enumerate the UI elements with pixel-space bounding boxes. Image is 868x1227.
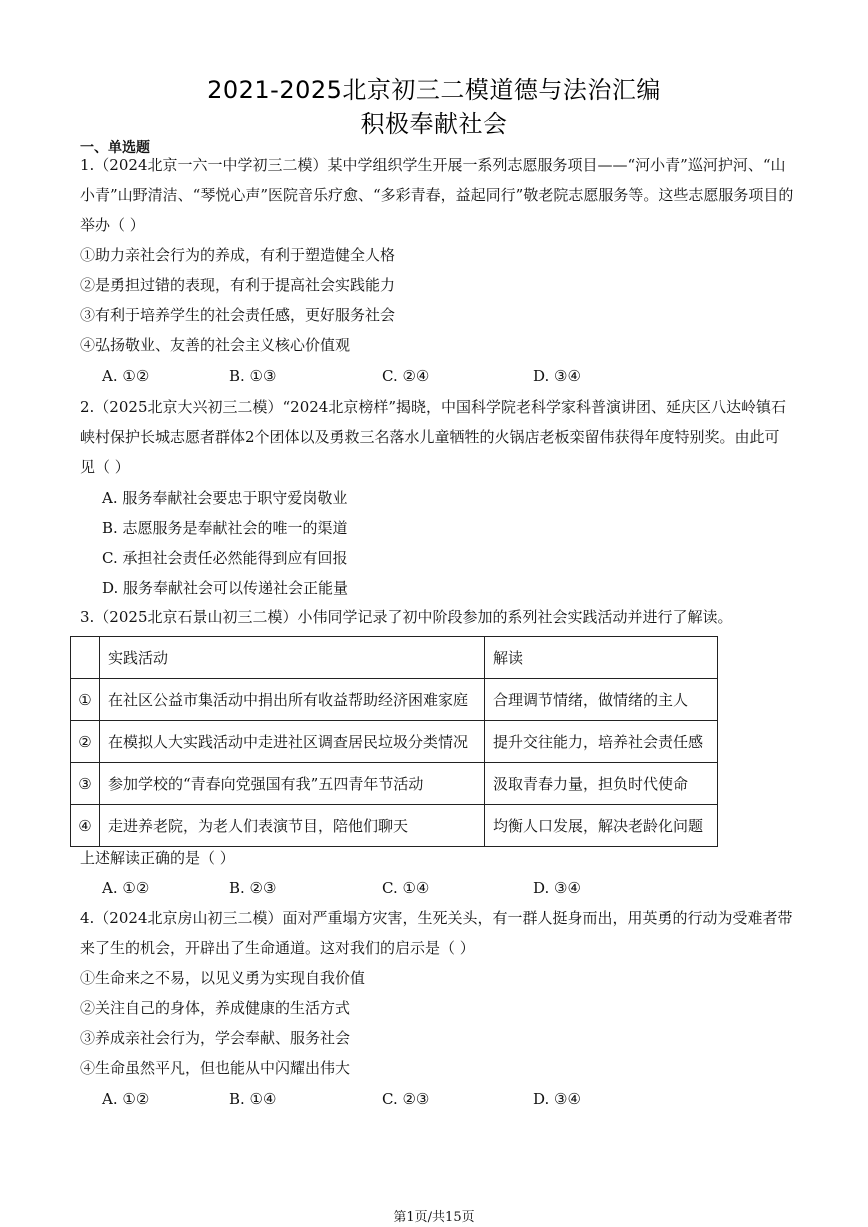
section-heading: 一、单选题 xyxy=(80,140,150,156)
q4-stem-line: 来了生的机会，开辟出了生命通道。这对我们的启示是（ ） xyxy=(80,939,475,957)
page-number: 第1页/共15页 xyxy=(393,1210,475,1225)
q1-statement: ②是勇担过错的表现，有利于提高社会实践能力 xyxy=(80,276,396,294)
document-subtitle: 积极奉献社会 xyxy=(360,110,508,138)
q4-option-b[interactable]: B. ①④ xyxy=(229,1090,277,1108)
q4-options xyxy=(102,1090,792,1110)
q4-option-c[interactable]: C. ②③ xyxy=(382,1090,430,1108)
q1-stem-line: 举办（ ） xyxy=(80,216,145,234)
q1-statement: ①助力亲社会行为的养成，有利于塑造健全人格 xyxy=(80,246,396,264)
table-cell: 在社区公益市集活动中捐出所有收益帮助经济困难家庭 xyxy=(100,679,485,721)
table-cell: ① xyxy=(71,679,100,721)
table-cell: 在模拟人大实践活动中走进社区调查居民垃圾分类情况 xyxy=(100,721,485,763)
table-cell: 合理调节情绪，做情绪的主人 xyxy=(485,679,718,721)
q3-stem-line: 3.（2025北京石景山初三二模）小伟同学记录了初中阶段参加的系列社会实践活动并进行了解读。 xyxy=(80,608,733,626)
q2-stem-line: 2.（2025北京大兴初三二模）“2024北京榜样”揭晓，中国科学院老科学家科普演讲团、延庆区八达岭镇石 xyxy=(80,398,787,416)
q4-statement: ③养成亲社会行为，学会奉献、服务社会 xyxy=(80,1029,351,1047)
table-cell: ④ xyxy=(71,805,100,847)
q1-option-b[interactable]: B. ①③ xyxy=(229,367,277,385)
table-cell: 参加学校的“青春向党强国有我”五四青年节活动 xyxy=(100,763,485,805)
q1-statement: ③有利于培养学生的社会责任感，更好服务社会 xyxy=(80,306,396,324)
table-cell: ② xyxy=(71,721,100,763)
q4-statement: ①生命来之不易，以见义勇为实现自我价值 xyxy=(80,969,366,987)
q4-statement: ④生命虽然平凡，但也能从中闪耀出伟大 xyxy=(80,1059,351,1077)
q3-option-d[interactable]: D. ③④ xyxy=(533,879,581,897)
table-row xyxy=(71,763,718,805)
q2-stem-line: 见（ ） xyxy=(80,458,130,476)
q3-activity-table xyxy=(70,636,718,847)
q1-statement: ④弘扬敬业、友善的社会主义核心价值观 xyxy=(80,336,351,354)
q4-option-d[interactable]: D. ③④ xyxy=(533,1090,581,1108)
table-header-row xyxy=(71,637,718,679)
q3-options xyxy=(102,879,792,899)
table-cell: 汲取青春力量，担负时代使命 xyxy=(485,763,718,805)
q1-stem-line: 小青”山野清洁、“琴悦心声”医院音乐疗愈、“多彩青春，益起同行”敬老院志愿服务等。这些志愿服务项目的 xyxy=(80,186,794,204)
q4-statement: ②关注自己的身体，养成健康的生活方式 xyxy=(80,999,351,1017)
q2-option-a[interactable]: A. 服务奉献社会要忠于职守爱岗敬业 xyxy=(102,489,348,507)
q2-stem-line: 峡村保护长城志愿者群体2个团体以及勇救三名落水儿童牺牲的火锅店老板栾留伟获得年度特别奖。由此可 xyxy=(80,428,780,446)
q3-prompt: 上述解读正确的是（ ） xyxy=(80,849,235,867)
q4-stem-line: 4.（2024北京房山初三二模）面对严重塌方灾害，生死关头，有一群人挺身而出，用英勇的行动为受难者带 xyxy=(80,909,793,927)
q3-option-c[interactable]: C. ①④ xyxy=(382,879,430,897)
table-header-cell: 实践活动 xyxy=(100,637,485,679)
q1-option-c[interactable]: C. ②④ xyxy=(382,367,430,385)
q1-stem-line: 1.（2024北京一六一中学初三二模）某中学组织学生开展一系列志愿服务项目——“河小青”巡河护河、“山 xyxy=(80,156,786,174)
table-cell: 走进养老院，为老人们表演节目，陪他们聊天 xyxy=(100,805,485,847)
table-cell: ③ xyxy=(71,763,100,805)
q2-option-c[interactable]: C. 承担社会责任必然能得到应有回报 xyxy=(102,549,348,567)
q2-option-d[interactable]: D. 服务奉献社会可以传递社会正能量 xyxy=(102,579,349,597)
table-header-cell: 解读 xyxy=(485,637,718,679)
q3-option-b[interactable]: B. ②③ xyxy=(229,879,277,897)
q2-option-b[interactable]: B. 志愿服务是奉献社会的唯一的渠道 xyxy=(102,519,348,537)
table-header-cell xyxy=(71,637,100,679)
q3-option-a[interactable]: A. ①② xyxy=(102,879,150,897)
table-row xyxy=(71,721,718,763)
table-row xyxy=(71,805,718,847)
document-title: 2021-2025北京初三二模道德与法治汇编 xyxy=(207,76,661,104)
q1-options xyxy=(102,367,792,387)
q1-option-d[interactable]: D. ③④ xyxy=(533,367,581,385)
table-cell: 均衡人口发展，解决老龄化问题 xyxy=(485,805,718,847)
q4-option-a[interactable]: A. ①② xyxy=(102,1090,150,1108)
q1-option-a[interactable]: A. ①② xyxy=(102,367,150,385)
table-cell: 提升交往能力，培养社会责任感 xyxy=(485,721,718,763)
table-row xyxy=(71,679,718,721)
